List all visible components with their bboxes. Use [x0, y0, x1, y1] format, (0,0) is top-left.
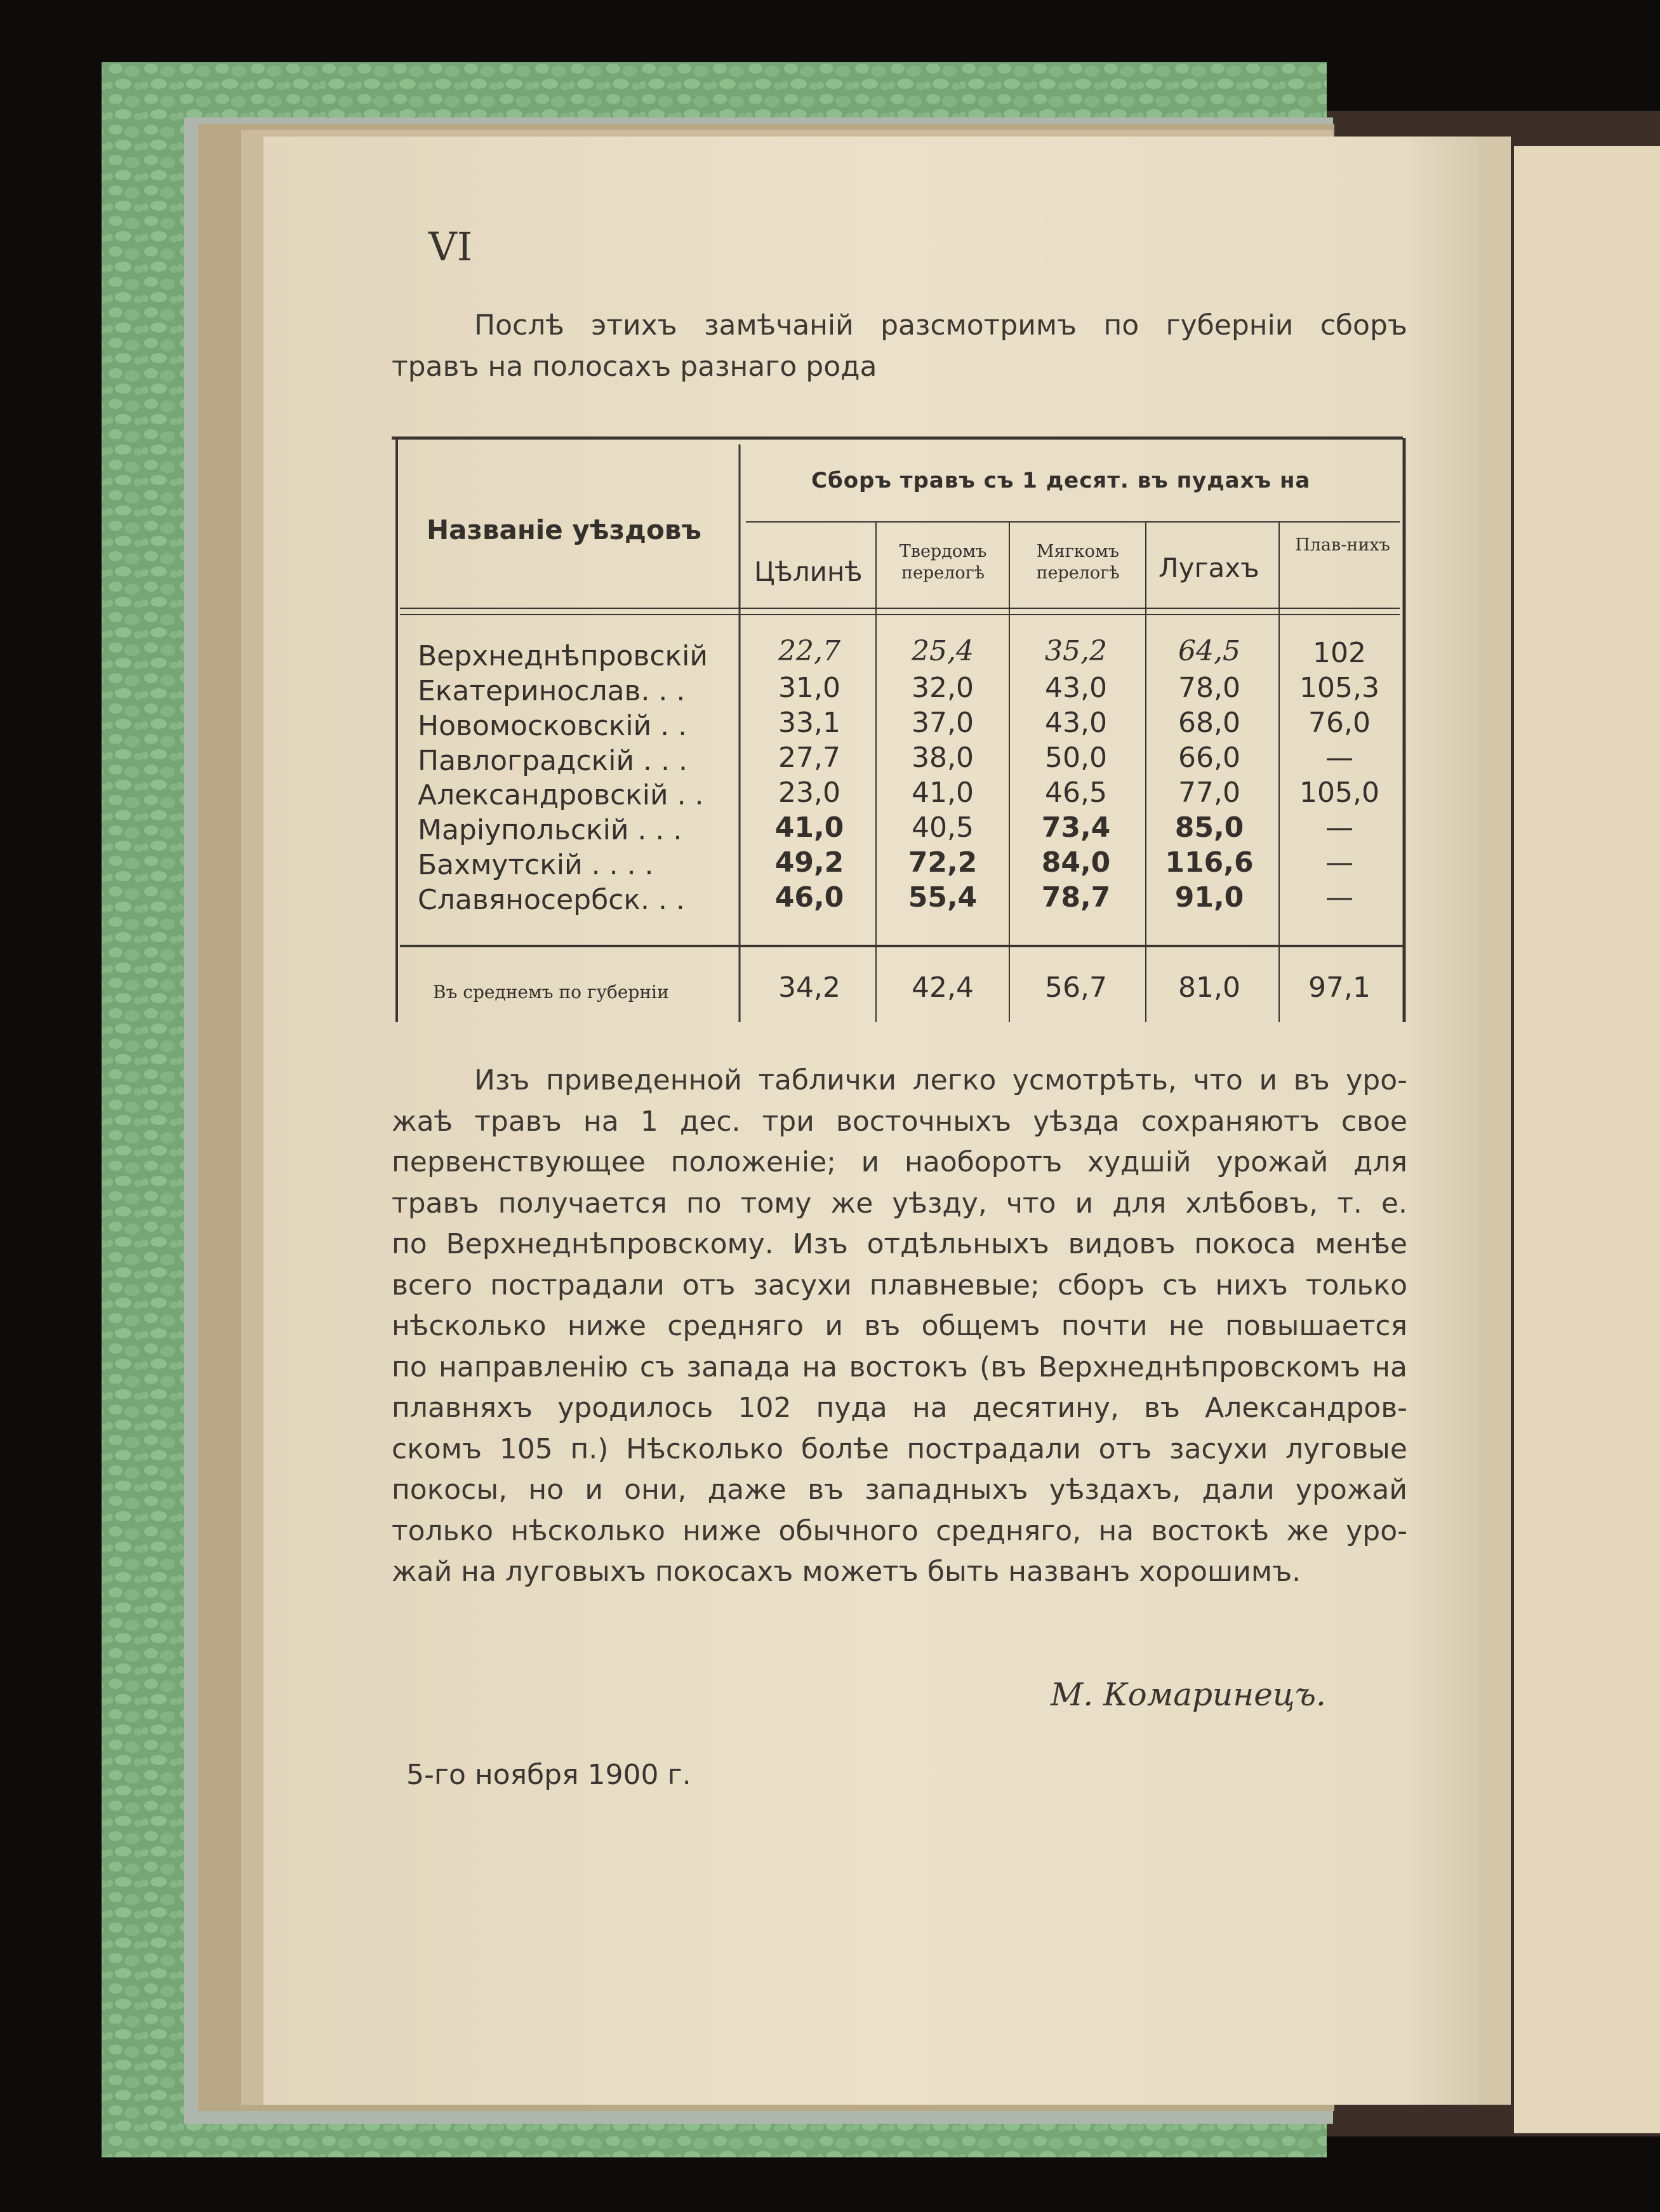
table-cell: 32,0 [912, 672, 974, 704]
body-line: жай на луговыхъ покосахъ можетъ быть названъ хорошимъ. [392, 1556, 1301, 1588]
body-line: только нѣсколько ниже обычного средняго, на востокѣ же уро- [392, 1514, 1407, 1547]
table-cell: — [1325, 881, 1353, 914]
body-paragraph [392, 1060, 1407, 1593]
table-cell: — [1325, 742, 1353, 774]
average-cell: 34,2 [778, 971, 840, 1004]
table-cell: 77,0 [1178, 776, 1240, 809]
body-line: нѣсколько ниже средняго и въ общемъ почти не повышается [392, 1310, 1407, 1342]
table-cell: 78,7 [1041, 881, 1111, 914]
district-name: Маріупольскій . . . [418, 814, 682, 846]
table-cell: 43,0 [1045, 707, 1107, 739]
table-cell: 116,6 [1165, 846, 1254, 879]
table-cell: 78,0 [1178, 672, 1240, 704]
table-cell: 49,2 [774, 846, 844, 879]
column-header: Плав-нихъ [1295, 535, 1390, 555]
district-name: Павлоградскій . . . [418, 745, 687, 777]
table-cell: 38,0 [912, 742, 974, 774]
table-cell: 64,5 [1178, 635, 1240, 667]
table-cell: 73,4 [1041, 811, 1111, 844]
table-cell: 41,0 [774, 811, 844, 844]
table-cell: 27,7 [778, 742, 840, 774]
table-cell: 105,0 [1299, 776, 1379, 809]
table-cell: 43,0 [1045, 672, 1107, 704]
district-name-header: Названіе уѣздовъ [427, 514, 701, 545]
body-line: покосы, но и они, даже въ западныхъ уѣздахъ, дали урожай [392, 1474, 1407, 1506]
body-line: всего пострадали отъ засухи плавневые; сборъ съ нихъ только [392, 1269, 1407, 1302]
table-cell: 55,4 [908, 881, 978, 914]
body-line: скомъ 105 п.) Нѣсколько болѣе пострадали отъ засухи луговые [392, 1432, 1407, 1465]
average-cell: 56,7 [1045, 971, 1107, 1004]
table-cell: 33,1 [778, 707, 840, 739]
intro-line: травъ на полосахъ разнаго рода [392, 350, 877, 383]
district-name: Александровскій . . [418, 779, 704, 811]
table-cell: 37,0 [912, 707, 974, 739]
table-cell: 40,5 [912, 811, 974, 844]
average-cell: 81,0 [1178, 971, 1240, 1004]
span-header: Сборъ травъ съ 1 десят. въ пудахъ на [811, 468, 1311, 493]
district-name: Верхнеднѣпровскій [418, 640, 708, 672]
column-header: Мягкомъ перелогѣ [1036, 542, 1120, 583]
body-line: жаѣ травъ на 1 дес. три восточныхъ уѣзда сохраняютъ свое [392, 1105, 1407, 1138]
table-cell: 22,7 [778, 635, 840, 667]
column-header: Лугахъ [1159, 552, 1259, 583]
table-cell: 72,2 [908, 846, 978, 879]
column-header: Твердомъ перелогѣ [899, 542, 987, 583]
table-cell: 31,0 [778, 672, 840, 704]
table-cell: 46,5 [1045, 776, 1107, 809]
table-cell: 105,3 [1299, 672, 1379, 704]
body-line: плавняхъ уродилось 102 пуда на десятину, въ Александров- [392, 1392, 1407, 1424]
body-line: первенствующее положеніе; и наоборотъ худшій урожай для [392, 1146, 1407, 1178]
table-cell: — [1325, 811, 1353, 844]
table-cell: 41,0 [912, 776, 974, 809]
body-line: по направленію съ запада на востокъ (въ Верхнеднѣпровскомъ на [392, 1350, 1407, 1383]
intro-paragraph [392, 305, 1407, 387]
column-header: Цѣлинѣ [754, 556, 863, 587]
intro-line: Послѣ этихъ замѣчаній разсмотримъ по губерніи сборъ [474, 309, 1407, 342]
date-line: 5-го ноября 1900 г. [406, 1759, 691, 1791]
district-name: Екатеринослав. . . [418, 675, 686, 707]
next-page-edge [1514, 146, 1660, 2133]
average-cell: 97,1 [1308, 971, 1371, 1004]
table-cell: 23,0 [778, 776, 840, 809]
table-cell: 91,0 [1174, 881, 1244, 914]
table-cell: 76,0 [1308, 707, 1371, 739]
table-cell: 25,4 [912, 635, 974, 667]
average-cell: 42,4 [912, 971, 974, 1004]
average-label: Въ среднемъ по губерніи [433, 982, 669, 1003]
table-cell: 85,0 [1174, 811, 1244, 844]
table-cell: 68,0 [1178, 707, 1240, 739]
body-line: травъ получается по тому же уѣзду, что и для хлѣбовъ, т. е. [392, 1187, 1407, 1220]
table-cell: 66,0 [1178, 742, 1240, 774]
district-name: Бахмутскій . . . . [418, 849, 654, 881]
table-cell: 46,0 [774, 881, 844, 914]
table-cell: 102 [1313, 637, 1366, 669]
table-cell: 35,2 [1045, 635, 1107, 667]
author-signature: М. Комаринецъ. [1051, 1676, 1326, 1713]
district-name: Славяносербск. . . [418, 884, 685, 916]
page-number: VI [428, 223, 473, 270]
table-cell: — [1325, 846, 1353, 879]
district-name: Новомосковскій . . [418, 710, 687, 742]
body-line: Изъ приведенной таблички легко усмотрѣть, что и въ уро- [474, 1064, 1407, 1096]
table-cell: 84,0 [1041, 846, 1111, 879]
table-cell: 50,0 [1045, 742, 1107, 774]
body-line: по Верхнеднѣпровскому. Изъ отдѣльныхъ видовъ покоса менѣе [392, 1228, 1407, 1260]
